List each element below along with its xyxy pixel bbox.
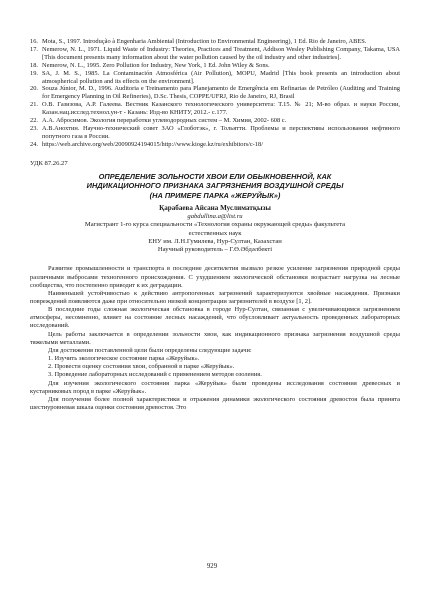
reference-item xyxy=(30,125,400,141)
reference-text: Nemerow, N. L., 1971. Liquid Waste of Industry: Theories, Practices and Treatment, Addison Wesley Publishing Company, Takama, USA [This document presents many information about the water pollution caused by the oil industry and other industries]. xyxy=(42,45,400,61)
reference-number: 16. xyxy=(30,38,38,45)
page-number: 929 xyxy=(206,563,218,570)
task-item: 3. Проведение лабораторных исследований с применением методов озоления. xyxy=(48,371,262,379)
article-title xyxy=(30,172,400,200)
title-line: (НА ПРИМЕРЕ ПАРКА «ЖЕРУЙЫК») xyxy=(149,190,281,200)
reference-item xyxy=(30,141,400,149)
affiliation-line: ЕНУ им. Л.Н.Гумилева, Нур-Султан, Казахстан xyxy=(148,237,282,245)
task-item: 2. Провести оценку состояния хвои, собранной в парке «Жеруйык». xyxy=(48,363,235,371)
author-name: Қарабаева Айсана Муслиматқызы xyxy=(159,203,271,212)
body-paragraph: Для достижения поставленной цели были определены следующие задачи: xyxy=(48,346,252,354)
reference-text: А.В.Анохтин. Научно-технический совет ЗАО «Глоботэк», г. Тольятти. Проблемы и перспективы использования нефтяного попутного газа в России. xyxy=(42,124,400,140)
udc-code: УДК 87.26.27 xyxy=(30,159,68,167)
affiliation-line: Магистрант 1-го курса специальности «Технология охраны окружающей среды» факультета xyxy=(84,221,346,229)
reference-text: Nemerow, N. L., 1995. Zero Pollution for Industry, New York, 1 Ed. John Wiley & Sons. xyxy=(42,61,270,69)
reference-item xyxy=(30,70,400,86)
reference-item xyxy=(30,46,400,62)
body-paragraph: Наименьшей устойчивостью к действию антропогенных загрязнений характеризуются хвойные насаждения. Признаки повреждений появляются даже при относительно низкой концентрации загрязнителей в воздухе [1, 2]. xyxy=(30,289,400,306)
reference-item xyxy=(30,101,400,117)
task-item: 1. Изучить экологическое состояние парка «Жеруйык». xyxy=(48,355,200,363)
title-line: ОПРЕДЕЛЕНИЕ ЗОЛЬНОСТИ ХВОИ ЕЛИ ОБЫКНОВЕННОЙ, КАК xyxy=(98,171,332,181)
reference-number: 18. xyxy=(30,61,38,69)
author-email[interactable]: gabdullina.a@list.ru xyxy=(187,212,243,220)
reference-item xyxy=(30,62,400,70)
reference-number: 23. xyxy=(30,124,38,132)
body-paragraph: Цель работы заключается в определении зольности хвои, как индикационного признака загрязнения воздушной среды тяжелыми металлами. xyxy=(30,330,400,346)
reference-list xyxy=(30,38,400,149)
supervisor-line: Научный руководитель – Г.Ө.Әбдәлбекті xyxy=(157,246,273,254)
reference-item xyxy=(30,85,400,101)
reference-number: 24. xyxy=(30,140,38,148)
reference-number: 17. xyxy=(30,45,38,53)
reference-text: Mota, S., 1997. Introdução à Engenharia Ambiental (Introduction to Environmental Engineering), 1 Ed. Rio de Janeiro, ABES. xyxy=(42,38,367,45)
reference-number: 20. xyxy=(30,85,38,93)
title-line: ИНДИКАЦИОННОГО ПРИЗНАКА ЗАГРЯЗНЕНИЯ ВОЗДУШНОЙ СРЕДЫ xyxy=(86,181,344,191)
reference-number: 22. xyxy=(30,117,38,125)
reference-text: Souza Júnior, M. D., 1996. Auditoria e Treinamento para Planejamento de Emergência em Refinarias de Petróleo (Auditing and Training for Emergency Planning in Oil Refineries), D.Sc. Thesis, COPPE/UFRJ, Rio de Janeiro, RJ, Brasil xyxy=(42,85,400,101)
reference-number: 19. xyxy=(30,69,38,77)
reference-text: О.В. Газизова, А.Р. Галеева. Вестник Казанского технологического университета: Т.15. № 21; М-во образ. и науки России, Казан.нац.исслед.технол.ун-т - Казань: Изд-во КНИТУ, 2012.- с.177. xyxy=(42,101,400,117)
body-paragraph: В последние годы сложная экологическая обстановка в городе Нур-Султан, связанная с увеличивающимся загрязнением атмосферы, несомненно, влияет на состояние лесных насаждений, что обусловливает актуальность проведенных лабораторных исследований. xyxy=(30,306,400,330)
body-paragraph: Для получения более полной характеристики и отражения динамики экологического состояния древостоя была принята шестиуровневая шкала оценки состояния древостоя. Это xyxy=(30,395,400,412)
reference-item xyxy=(30,117,400,125)
body-paragraph: Для изучения экологического состояния парка «Жеруйык» были проведены исследования состояния древесных и кустарниковых пород в парке «Жеруйык». xyxy=(30,379,400,395)
reference-item xyxy=(30,38,400,46)
reference-number: 21. xyxy=(30,101,38,109)
reference-link[interactable]: https://web.archive.org/web/20090924194015/http://www.kioge.kz/ru/exhibitors/c-18/ xyxy=(42,140,263,148)
body-paragraph: Развитие промышленности и транспорта в последние десятилетия вызвало резкое усиление загрязнения природной среды различными выбросами техногенного происхождения. С ухудшением экологической обстановки возрастает нагрузка на лесные сообщества, что постепенно приводит к их деградации. xyxy=(30,265,400,289)
article-body xyxy=(30,265,400,412)
reference-text: SA, J. M. S., 1985. La Contaminación Atmosférica (Air Pollution), MOPU, Madrid [This book presents an introduction about atmospherical pollution and its effects on the environment]. xyxy=(42,69,400,85)
affiliation-line: естественных наук xyxy=(188,229,242,237)
reference-text: А.А. Абросимов. Экология переработки углеводородных систем – М. Химия, 2002- 608 с. xyxy=(42,117,287,125)
